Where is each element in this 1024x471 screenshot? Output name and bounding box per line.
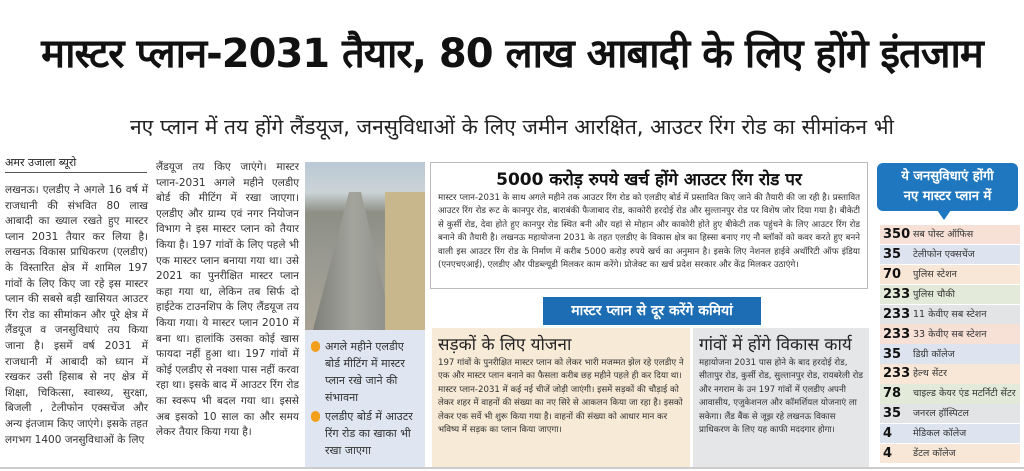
- roads-plan-box: [432, 328, 690, 467]
- facility-count: 35: [883, 247, 902, 263]
- facility-row: [880, 344, 1020, 363]
- facility-row: [880, 384, 1020, 403]
- facility-row: [880, 245, 1020, 264]
- facility-count: 233: [883, 286, 911, 302]
- facility-row: [880, 364, 1020, 383]
- facility-name: सब पोस्ट ऑफिस: [913, 229, 974, 241]
- facilities-title-line1: ये जनसुविधाएं होंगी: [901, 169, 994, 184]
- facility-count: 35: [883, 406, 902, 422]
- facility-count: 35: [883, 346, 902, 362]
- story-column-2: लैंडयूज तय किए जाएंगे। मास्टर प्लान-2031 अगले महीने एलडीए बोर्ड की मीटिंग में रखा जाएगा। एलडीए और ग्राम्य एवं नगर नियोजन विभाग ने इस मास्टर प्लान को तैयार किया है। 197 गांवों के लिए पहले भी एक मास्टर प्लान बनाया गया था। उसे 2021 का पुनरीक्षित मास्टर प्लान कहा गया था, लेकिन तब सिर्फ दो हाईटेक टाउनशिप के लिए लैंडयूज तय किया गया। ये मास्टर प्लान 2010 में बना था। हालांकि उसका कोई खास फायदा नहीं हुआ था। 197 गांवों में कोई एलडीए से नक्शा पास नहीं करवा रहा था। इसके बाद में आउटर रिंग रोड का स्वरूप भी बदल गया था। इससे अब इसको 10 साल का और समय लेकर तैयार किया गया है।: [156, 161, 299, 439]
- facility-name: जनरल हॉस्पिटल: [913, 408, 969, 420]
- ring-road-box: [430, 162, 868, 289]
- facility-row: [880, 324, 1020, 343]
- highlights-box: [305, 330, 425, 467]
- facility-name: 11 केवीए सब स्टेशन: [913, 308, 987, 320]
- byline: अमर उजाला ब्यूरो: [5, 155, 147, 173]
- facilities-title-callout: [877, 163, 1018, 211]
- facility-count: 78: [883, 386, 902, 402]
- bottom-rule: [0, 467, 1024, 469]
- facility-name: पुलिस स्टेशन: [913, 268, 957, 280]
- story-column-1: लखनऊ। एलडीए ने अगले 16 वर्ष में राजधानी की संभवित 80 लाख आबादी का ख्याल रखते हुए मास्टर प्लान 2031 तैयार कर लिया है। लखनऊ विकास प्राधिकरण (एलडीए) के विस्तारित क्षेत्र में शामिल 197 गांवों के लिए किए जा रहे इस मास्टर प्लान की सबसे बड़ी खासियत आउटर रिंग रोड का सीमांकन और पूरे क्षेत्र में लैंडयूज व जनसुविधाएं तय किया जाना है। इसमें वर्ष 2031 में राजधानी में आबादी को ध्यान में रखकर उसी हिसाब से नए क्षेत्र में शिक्षा, चिकित्सा, स्वास्थ्य, सुरक्षा, बिजली , टेलीफोन एक्सचेंज और अन्य इंतजाम किए जाएंगे। इसके तहत लगभग 1400 जनसुविधाओं के लिए: [5, 184, 148, 446]
- facility-count: 233: [883, 306, 911, 322]
- facilities-list: [880, 225, 1020, 464]
- facility-name: हेल्थ सेंटर: [913, 368, 947, 380]
- village-development-box: [693, 328, 869, 467]
- facilities-title-line2: नए मास्टर प्लान में: [903, 189, 992, 204]
- facility-row: [880, 404, 1020, 423]
- bullet-icon: [311, 341, 320, 352]
- facility-count: 4: [883, 426, 893, 442]
- highlight-item: [311, 408, 419, 459]
- village-development-body: महायोजना 2031 पास होने के बाद हरदोई रोड, सीतापुर रोड, कुर्सी रोड, सुल्तानपुर रोड, रायबरेली रोड और नगराम के उन 197 गांवों में एलडीए अपनी आवासीय, एजुकेशनल और कॉमर्शियल योजनाएं ला सकेगा। लैंड बैंक से जूझ रहे लखनऊ विकास प्राधिकरण के लिए यह काफी मददगार होगा।: [699, 358, 863, 436]
- facility-name: मेडिकल कॉलेज: [913, 428, 967, 440]
- village-development-title: गांवों में होंगे विकास कार्य: [699, 335, 852, 355]
- facility-row: [880, 424, 1020, 443]
- road-image-verge: [385, 192, 425, 330]
- road-image-surface: [313, 192, 393, 330]
- section-banner: मास्टर प्लान से दूर करेंगे कमियां: [543, 297, 761, 325]
- road-photo: [305, 162, 425, 330]
- ring-road-body: मास्टर प्लान-2031 के साथ अगले महीने तक आउटर रिंग रोड को एलडीए बोर्ड में प्रस्तावित किए जाने की तैयारी की जा रही है। प्रस्तावित आउटर रिंग रोड रूट के कानपुर रोड, बाराबंकी फैजाबाद रोड, काकोरी हरदोई रोड और सुल्तानपुर रोड पर विशेष जोर दिया गया है। बीकेटी से कुर्सी रोड, देवा होते हुए कानपुर रोड स्थित बनी और यहां से मोहान और काकोरी होते हुए बीकेटी तक पहुंचने के लिए आउटर रिंग रोड बनाने की तैयारी है। लखनऊ महायोजना 2031 के तहत एलडीए के विकास क्षेत्र का हिस्सा बनाए गए नौ ब्लॉकों को कवर करते हुए बनने वाली इस आउटर रिंग रोड के निर्माण में करीब 5000 करोड़ रुपये खर्च का अनुमान है। इसके लिए नेशनल हाईवे अथॉरिटी ऑफ इंडिया (एनएचएआई), एलडीए और पीडब्ल्यूडी मिलकर काम करेंगे। प्रोजेक्ट का खर्च प्रदेश सरकार और केंद्र मिलकर उठाएंगे।: [438, 193, 860, 271]
- facility-row: [880, 305, 1020, 324]
- roads-plan-body: 197 गांवों के पुनरीक्षित मास्टर प्लान को लेकर भारी मजम्मत झेल रहे एलडीए ने एक और मास्टर प्लान बनाने का फैसला करीब छह महीने पहले ही कर दिया था। मास्टर प्लान-2031 में कई नई चीजें जोड़ी जाएंगी। इसमें सड़कों की चौड़ाई को लेकर शहर में वाहनों की संख्या का नए सिरे से आकलन किया जा रहा है। इसको लेकर एक सर्वे भी शुरू किया गया है। वाहनों की संख्या को आधार मान कर भविष्य में सड़क का प्लान किया जाएगा।: [438, 358, 684, 436]
- facility-name: पुलिस चौकी: [913, 288, 955, 300]
- facility-count: 350: [883, 227, 911, 243]
- roads-plan-title: सड़कों के लिए योजना: [438, 335, 572, 355]
- subheadline: नए प्लान में तय होंगे लैंडयूज, जनसुविधाओं के लिए जमीन आरक्षित, आउटर रिंग रोड का सीमांकन भी: [130, 115, 894, 139]
- facility-row: [880, 225, 1020, 244]
- bullet-icon: [311, 411, 320, 422]
- facility-name: डिग्री कॉलेज: [913, 348, 955, 360]
- facility-row: [880, 444, 1020, 463]
- facility-name: 33 केवीए सब स्टेशन: [913, 328, 987, 340]
- highlight-item: [311, 338, 419, 406]
- facility-count: 233: [883, 366, 911, 382]
- facility-count: 4: [883, 445, 893, 461]
- headline: मास्टर प्लान-2031 तैयार, 80 लाख आबादी के लिए होंगे इंतजाम: [41, 31, 983, 77]
- facility-name: चाइल्ड केयर एंड मटर्निटी सेंटर: [913, 388, 1016, 400]
- facility-count: 70: [883, 266, 902, 282]
- facility-count: 233: [883, 326, 911, 342]
- facility-name: डेंटल कॉलेज: [913, 447, 956, 459]
- highlight-text: अगले महीने एलडीए बोर्ड मीटिंग में मास्टर प्लान रखे जाने की संभावना: [325, 340, 405, 404]
- facility-row: [880, 285, 1020, 304]
- facility-name: टेलीफोन एक्सचेंज: [913, 249, 975, 261]
- highlight-text: एलडीए बोर्ड में आउटर रिंग रोड का खाका भी रखा जाएगा: [325, 410, 413, 457]
- ring-road-title: 5000 करोड़ रुपये खर्च होंगे आउटर रिंग रोड पर: [496, 170, 802, 190]
- facility-row: [880, 265, 1020, 284]
